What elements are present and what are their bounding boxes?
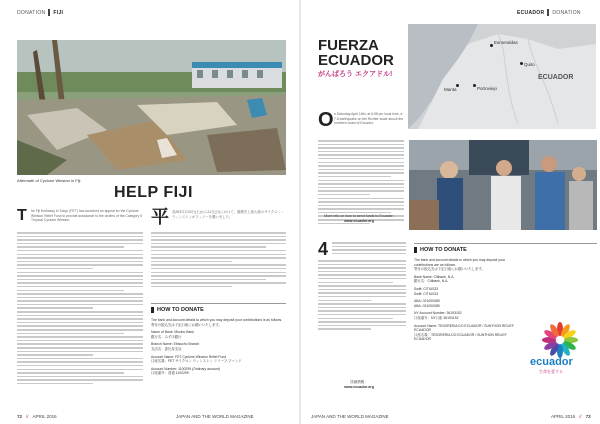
map-label-country: ECUADOR: [538, 74, 574, 81]
dropcap-jp: 平: [151, 207, 169, 227]
article-title-jp: がんばろう エクアドル!: [318, 71, 393, 78]
rescue-illustration: [409, 140, 597, 230]
branch-name: Branch Name: Ebisucho Branch: [151, 342, 200, 347]
map-label-esmeraldas: Esmeraldas: [494, 40, 518, 45]
donate-heading: [414, 247, 467, 253]
donate-intro-jp: 寄付の振込先は下記口座にお願いいたします。: [151, 322, 222, 327]
donate-rule: [414, 243, 597, 244]
account-name-jp: 口座名義：FET サイクロン ウィンストン リリーフ ファンド: [151, 359, 242, 364]
article-title: HELP FIJI: [114, 184, 193, 201]
map-label-quito: Quito: [524, 62, 535, 67]
intro-text-en: n Saturday April 16th, at 6:58 pm local time, a 7.8 earthquake on the Richter scale struck the northern coast of Ecuador.: [334, 112, 404, 126]
account-name: Account Name: FET Cyclone Winston Relief Fund: [151, 354, 227, 359]
more-info-text: More info on how to send funds to Ecuador:: [324, 214, 394, 218]
header-subsection: FIJI: [53, 9, 64, 16]
more-info-link[interactable]: www.ecuador.org: [344, 218, 374, 223]
header-subsection: DONATION: [552, 9, 581, 16]
page-header: [17, 9, 63, 16]
more-info-text-jp: 詳細情報：: [350, 380, 368, 384]
donate-intro-jp: 寄付の振込先は下記口座にお願いいたします。: [414, 267, 485, 272]
dropcap-en: O: [318, 109, 334, 131]
header-section: DONATION: [17, 9, 46, 16]
body-text-en: [17, 232, 143, 387]
body-text-jp-intro: [332, 242, 406, 256]
cyclone-aftermath-photo: [17, 40, 286, 175]
donate-heading: [151, 307, 204, 313]
header-section: ECUADOR: [517, 9, 545, 16]
donate-heading-bar: [414, 247, 417, 253]
footer-issue: APRIL 2016: [551, 414, 576, 419]
ecuador-logo-subtitle: 生命を愛する: [539, 369, 563, 374]
ecuador-map: [408, 24, 596, 129]
donate-details-fiji: [151, 318, 286, 376]
footer-magazine: JAPAN AND THE WORLD MAGAZINE: [311, 414, 389, 419]
swift-code-2: Swift: CITIUS33: [414, 291, 439, 296]
ecuador-logo-rosette: [531, 322, 589, 358]
donate-heading-text: HOW TO DONATE: [157, 307, 204, 313]
intro-text-en: he Fiji Embassy in Tokyo (FET) has launched an appeal for the Cyclone Winston Relief Fund to provide assistance to the victims of the Category 5 Tropical Cyclone Winston.: [31, 209, 143, 223]
body-text-jp: [318, 260, 406, 332]
account-number-jp: 口座番号：普通 1100299: [151, 371, 189, 376]
body-text-jp: [151, 232, 286, 290]
title-line-2: ECUADOR: [318, 52, 394, 69]
donate-heading-bar: [151, 307, 154, 313]
bank-name-jp: 銀行名：Citibank, N.A.: [414, 279, 449, 284]
page-number: 73: [585, 414, 591, 419]
more-info-note-jp: [314, 380, 404, 390]
page-footer: [17, 414, 57, 419]
aba-code-2: ABA: 021000089: [414, 303, 440, 308]
donate-rule: [151, 303, 286, 304]
map-label-manta: Manta: [444, 87, 457, 92]
dropcap-en: T: [17, 207, 27, 224]
right-page: [301, 0, 600, 424]
donate-intro: The bank and account details to which you may deposit your contributions are as follows.: [414, 258, 505, 267]
page-footer: [551, 414, 591, 419]
header-divider: [48, 9, 50, 16]
account-number-jp: 口座番号：NY口座 36193152: [414, 315, 459, 320]
rescue-photo: [409, 140, 597, 230]
footer-magazine: JAPAN AND THE WORLD MAGAZINE: [176, 414, 254, 419]
bank-name: Name of Bank: Mizuho Bank: [151, 330, 194, 335]
map-label-portoviejo: Portoviejo: [477, 86, 498, 91]
account-name: Account Name: TESORERIA DO ECUADOR / SUNTHON RELIEF ECUADOR: [414, 323, 514, 333]
page-number: 72: [17, 414, 23, 419]
bank-name: Bank Name: Citibank, N.A.: [414, 274, 455, 279]
cyclone-aftermath-illustration: [17, 40, 286, 175]
account-number: NY Account Number: 36193152: [414, 311, 462, 316]
footer-slashes: //: [579, 414, 582, 419]
aba-code: ABA: 021000089: [414, 299, 440, 304]
left-page: [0, 0, 299, 424]
footer-issue: APRIL 2016: [32, 414, 57, 419]
photo-caption: Aftermath of Cyclone Winston in Fiji: [17, 178, 81, 183]
page-header: [517, 9, 581, 16]
donate-intro: The bank and account details to which you may deposit your contributions is as follows.: [151, 318, 283, 322]
donate-heading-text: HOW TO DONATE: [420, 247, 467, 253]
article-title: [318, 38, 394, 68]
page-footer-magazine: [311, 414, 389, 419]
branch-name-jp: 支店名：恵比寿支店: [151, 346, 182, 351]
header-divider: [547, 9, 549, 16]
footer-slashes: //: [26, 414, 29, 419]
ecuador-logo-text: ecuador: [530, 356, 573, 368]
account-name-jp: 口座名義：TESORERIA DO ECUADOR / SUNTHON RELIEF ECUADOR: [414, 332, 507, 342]
more-info-link-jp[interactable]: www.ecuador.org: [344, 384, 374, 389]
donate-details-ecuador: [414, 258, 524, 342]
intro-text-jp: 成28年2月20日(土)から21日(日)にかけて、観測史上最大級のサイクロン・ウィンストンがフィジーを襲いました。: [172, 210, 285, 219]
bank-name-jp: 銀行名：みずほ銀行: [151, 334, 182, 339]
dropcap-jp: 4: [318, 239, 329, 259]
page-footer-magazine: [176, 414, 254, 419]
swift-code: Swift: CITIUS33: [414, 286, 439, 291]
more-info-note: [314, 214, 404, 224]
title-line-1: FUERZA: [318, 37, 379, 54]
account-number: Account Number: 1100299 (Ordinary account): [151, 366, 221, 371]
esmeraldas-marker: [490, 44, 493, 47]
portoviejo-marker: [473, 84, 476, 87]
quito-marker: [520, 62, 523, 65]
